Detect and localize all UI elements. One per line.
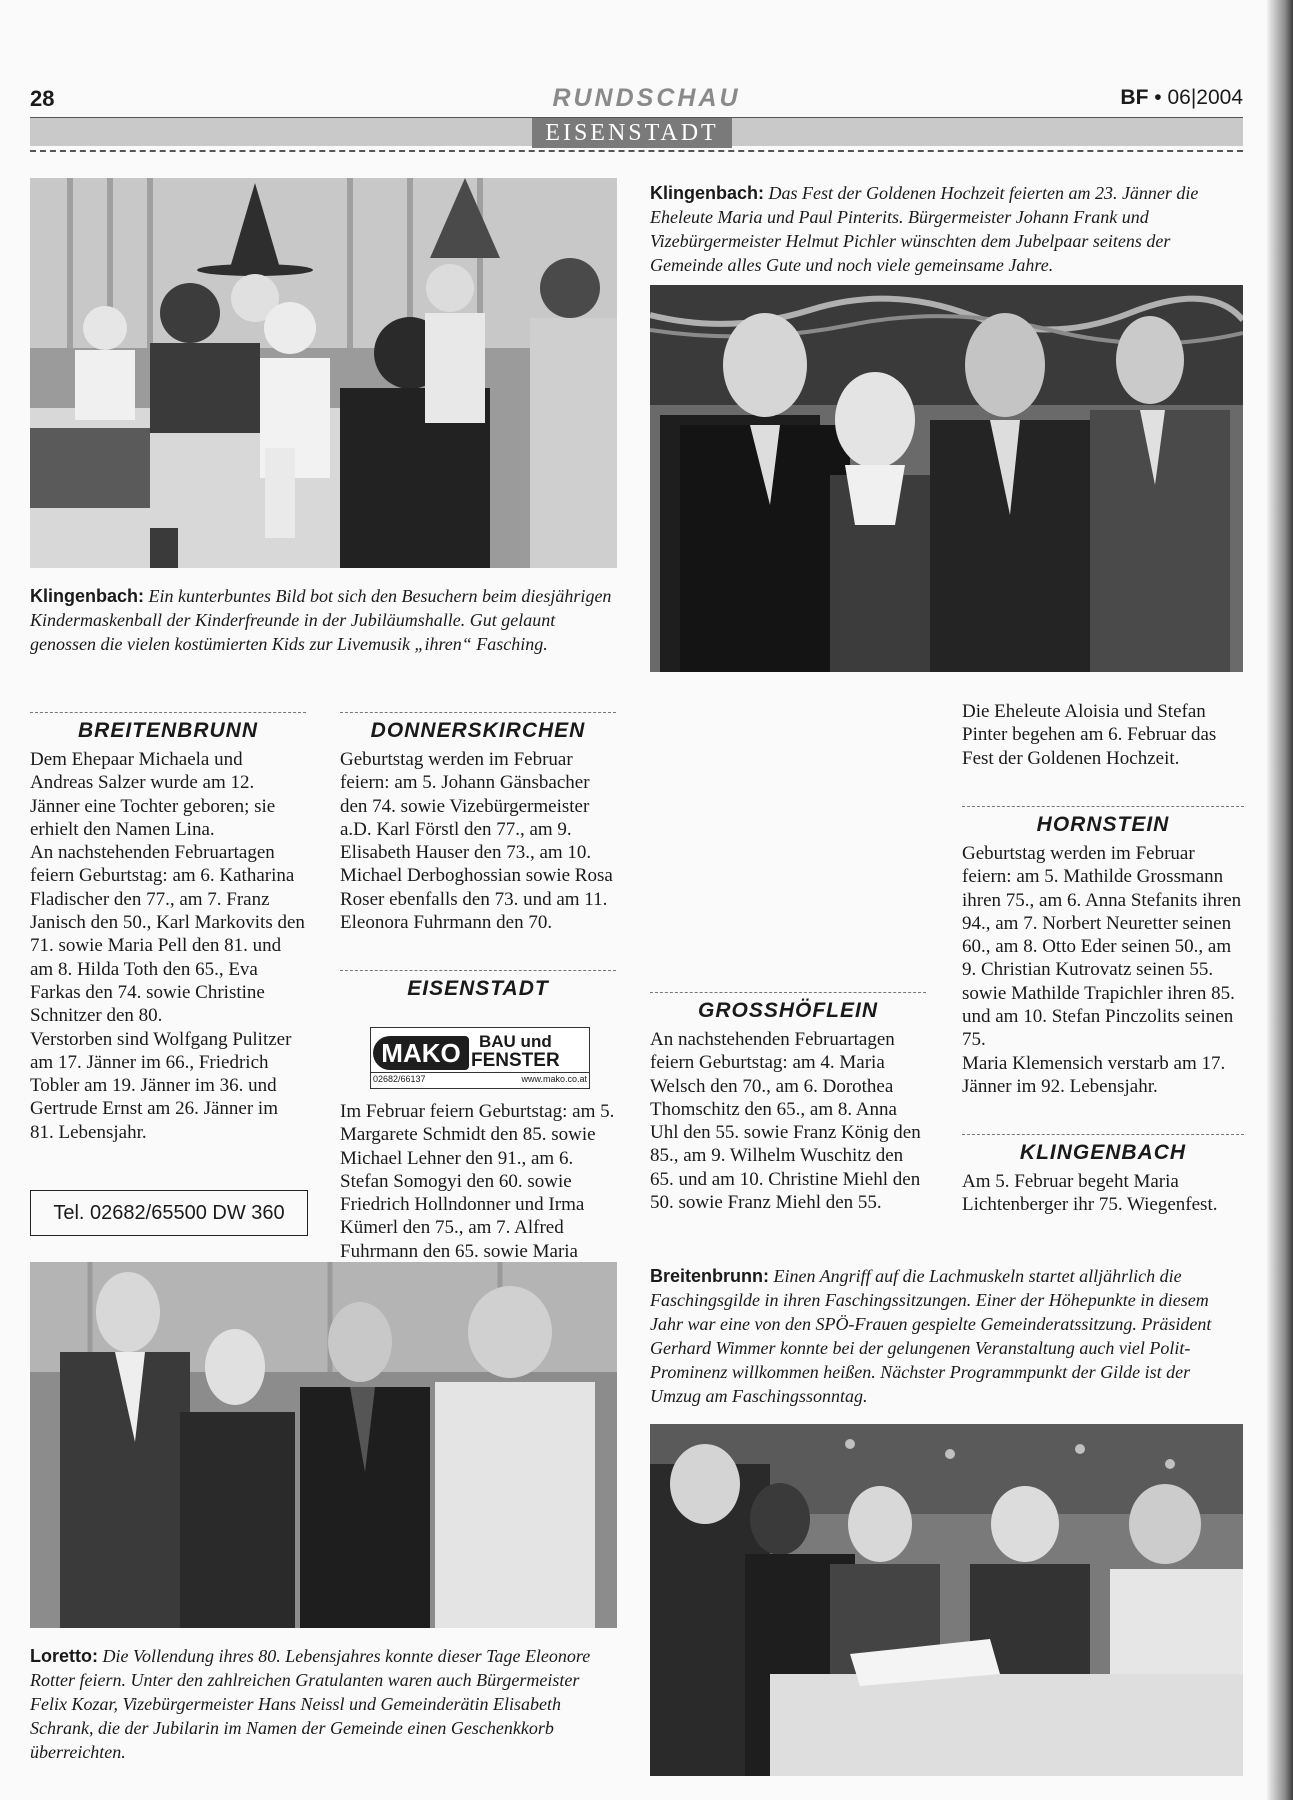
- paragraph: An nachstehenden Februartagen feiern Geburtstag: am 6. Katharina Fladischer den 77., am 7. Franz Janisch den 50., Karl Markovits den 71. sowie Maria Pell den 81. und am 8. Hilda Toth den 65., Eva Farkas den 74. sowie Christine Schnitzer den 80.: [30, 842, 305, 1027]
- paragraph: Geburtstag werden im Februar feiern: am 5. Johann Gänsbacher den 74. sowie Vizebürgermeister a.D. Karl Förstl den 77., am 9. Elisabeth Hauser den 73., am 10. Michael Derboghossian sowie Rosa Roser ebenfalls den 73. und am 11. Eleonora Fuhrmann den 70.: [340, 749, 613, 934]
- caption-text: Die Vollendung ihres 80. Lebensjahres konnte dieser Tage Eleonore Rotter feiern. Unter den zahlreichen Gratulanten waren auch Bürgermeister Felix Kozar, Vizebürgermeister Hans Neissl und Gemeinderätin Elisabeth Schrank, die der Jubilarin im Namen der Gemeinde einen Geschenkkorb überreichten.: [30, 1646, 591, 1762]
- telephone-box: Tel. 02682/65500 DW 360: [30, 1190, 308, 1236]
- ad-line-1: BAU und: [479, 1032, 552, 1051]
- photo-kindermaskenball: [30, 178, 617, 568]
- mako-advertisement: [370, 1027, 590, 1089]
- section-banner-title: EISENSTADT: [532, 118, 732, 148]
- section-heading-grosshoeflein: GROSSHÖFLEIN: [650, 992, 926, 1025]
- publication-title: RUNDSCHAU: [552, 84, 741, 112]
- section-grosshoeflein: [650, 1028, 926, 1214]
- banner-dashed-rule: [30, 150, 1243, 152]
- ad-phone: 02682/66137: [373, 1074, 426, 1084]
- caption-text: Das Fest der Goldenen Hochzeit feierten am 23. Jänner die Eheleute Maria und Paul Pinterits. Bürgermeister Johann Frank und Vizebürgermeister Helmut Pichler wünschten dem Jubelpaar seitens der Gemeinde alles Gute und noch viele gemeinsame Jahre.: [650, 183, 1199, 275]
- paragraph: Im Februar feiern Geburtstag: am 5. Margarete Schmidt den 85. sowie Michael Lehner den 91., am 6. Stefan Somogyi den 60. sowie Friedrich Hollndonner und Irma Kümerl den 75., am 7. Alfred Fuhrmann den 65. sowie Maria: [340, 1101, 615, 1262]
- photo-goldene-hochzeit: [650, 285, 1243, 672]
- caption-location: Klingenbach:: [30, 586, 145, 606]
- section-heading-donnerskirchen: DONNERSKIRCHEN: [340, 712, 616, 745]
- issue-info: [1120, 86, 1243, 110]
- paragraph: Dem Ehepaar Michaela und Andreas Salzer wurde am 12. Jänner eine Tochter geboren; sie erhielt den Namen Lina.: [30, 749, 276, 840]
- ad-divider: [371, 1072, 589, 1073]
- scan-edge-shadow: [1267, 0, 1293, 1800]
- issue-date: 06|2004: [1167, 86, 1243, 109]
- paragraph: Geburtstag werden im Februar feiern: am 5. Mathilde Grossmann ihren 75., am 6. Anna Stefanits ihren 94., am 7. Norbert Neuretter seinen 60., am 8. Otto Eder seinen 50., am 9. Christian Kutrovatz seinen 55. sowie Mathilde Trapichler ihren 85. und am 10. Stefan Pinczolits seinen 75.: [962, 843, 1242, 1051]
- paragraph: Die Eheleute Aloisia und Stefan Pinter begehen am 6. Februar das Fest der Goldenen Hochzeit.: [962, 701, 1217, 769]
- caption-location: Klingenbach:: [650, 183, 765, 203]
- ad-web: www.mako.co.at: [521, 1074, 587, 1084]
- photo-loretto-geburtstag: [30, 1262, 617, 1628]
- caption-location: Loretto:: [30, 1646, 98, 1666]
- caption-text: Einen Angriff auf die Lachmuskeln startet alljährlich die Faschingsgilde in ihren Faschingssitzungen. Einer der Höhepunkte in diesem Jahr war eine von den SPÖ-Frauen gespielte Gemeinderatssitzung. Präsident Gerhard Wimmer konnte bei der gelungenen Veranstaltung auch viel Polit-Prominenz willkommen heißen. Nächster Programmpunkt der Gilde ist der Umzug am Faschingssonntag.: [650, 1266, 1212, 1406]
- photo-faschingsgilde: [650, 1424, 1243, 1776]
- caption-loretto: [30, 1644, 620, 1764]
- section-heading-eisenstadt: EISENSTADT: [340, 970, 616, 1003]
- ad-contact: [373, 1074, 587, 1084]
- ad-line-2: FENSTER: [471, 1050, 560, 1071]
- caption-text: Ein kunterbuntes Bild bot sich den Besuchern beim diesjährigen Kindermaskenball der Kinderfreunde in der Jubiläumshalle. Gut gelaunt genossen die vielen kostümierten Kids zur Livemusik „ihren“ Fasching.: [30, 586, 612, 654]
- paragraph: Am 5. Februar begeht Maria Lichtenberger ihr 75. Wiegenfest.: [962, 1171, 1218, 1216]
- page-number: 28: [30, 86, 55, 111]
- issue-separator: •: [1154, 86, 1162, 109]
- caption-location: Breitenbrunn:: [650, 1266, 769, 1286]
- section-heading-klingenbach: KLINGENBACH: [962, 1134, 1244, 1167]
- mako-logo: MAKO: [373, 1036, 469, 1070]
- caption-klingenbach-maskenball: [30, 584, 620, 656]
- section-hornstein: [962, 842, 1244, 1098]
- paragraph: Maria Klemensich verstarb am 17. Jänner im 92. Lebensjahr.: [962, 1052, 1226, 1097]
- paragraph: Verstorben sind Wolfgang Pulitzer am 17. Jänner im 66., Friedrich Tobler am 19. Jänner im 36. und Gertrude Ernst am 26. Jänner im 81. Lebensjahr.: [30, 1028, 292, 1143]
- paragraph: An nachstehenden Februartagen feiern Geburtstag: am 4. Maria Welsch den 70., am 6. Dorothea Thomschitz den 65., am 8. Anna Uhl den 55. sowie Franz König den 85., am 9. Wilhelm Wuschitz den 65. und am 10. Christine Miehl den 50. sowie Franz Miehl den 55.: [650, 1029, 921, 1214]
- section-breitenbrunn: [30, 748, 306, 1144]
- section-heading-hornstein: HORNSTEIN: [962, 806, 1244, 839]
- caption-breitenbrunn-faschingsgilde: [650, 1264, 1243, 1408]
- issue-brand: BF: [1120, 86, 1149, 109]
- section-klingenbach: [962, 1170, 1244, 1217]
- section-donnerskirchen: [340, 748, 616, 934]
- section-heading-breitenbrunn: BREITENBRUNN: [30, 712, 306, 745]
- caption-klingenbach-goldene-hochzeit: [650, 181, 1240, 277]
- section-grosshoeflein-continued: [962, 700, 1244, 770]
